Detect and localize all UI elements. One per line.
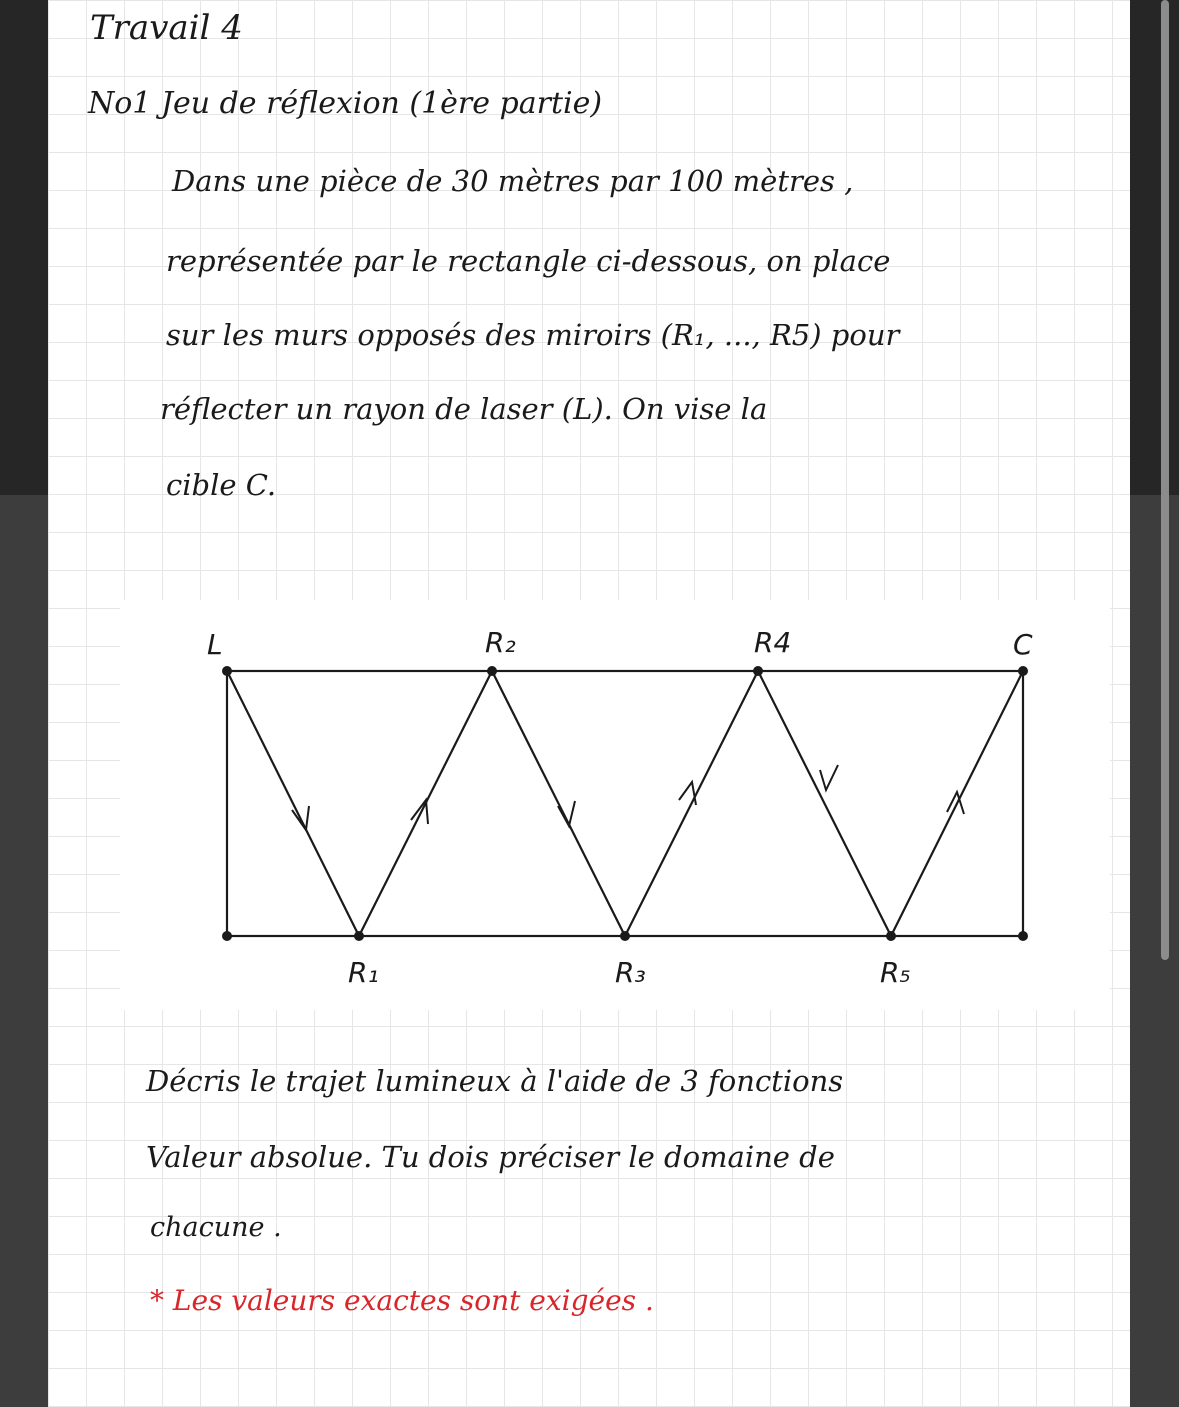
label-C: C — [1013, 628, 1033, 661]
intro-line-5: cible C. — [166, 468, 277, 502]
question-line-1: Décris le trajet lumineux à l'aide de 3 fonctions — [146, 1064, 844, 1098]
label-R5: R₅ — [880, 956, 911, 989]
intro-line-4: réflecter un rayon de laser (L). On vise la — [160, 392, 768, 426]
arrow-5 — [820, 765, 838, 790]
point-R2 — [487, 666, 497, 676]
point-corner-br — [1018, 931, 1028, 941]
label-R3: R₃ — [615, 956, 646, 989]
arrow-2 — [411, 800, 428, 824]
direction-arrows — [292, 765, 964, 830]
points — [222, 666, 1028, 941]
intro-line-2: représentée par le rectangle ci-dessous, on place — [166, 244, 891, 278]
exact-values-note: * Les valeurs exactes sont exigées . — [150, 1284, 654, 1317]
question-line-2: Valeur absolue. Tu dois préciser le domaine de — [146, 1140, 835, 1174]
point-R1 — [354, 931, 364, 941]
section-title: Jeu de réflexion (1ère partie) — [160, 86, 603, 121]
laser-path — [227, 671, 1023, 936]
point-C — [1018, 666, 1028, 676]
arrow-3 — [558, 801, 575, 826]
label-R2: R₂ — [485, 626, 516, 659]
point-R3 — [620, 931, 630, 941]
page-title: Travail 4 — [90, 8, 243, 48]
intro-line-1: Dans une pièce de 30 mètres par 100 mètres , — [172, 164, 854, 198]
point-L — [222, 666, 232, 676]
point-corner-bl — [222, 931, 232, 941]
question-line-3: chacune . — [150, 1212, 282, 1243]
label-R1: R₁ — [348, 956, 379, 989]
room-rectangle — [227, 671, 1023, 936]
point-R4 — [753, 666, 763, 676]
label-L: L — [207, 628, 223, 661]
point-R5 — [886, 931, 896, 941]
label-R4: R4 — [754, 626, 792, 659]
intro-line-3: sur les murs opposés des miroirs (R₁, ..., R5) pour — [166, 318, 900, 352]
section-number: No1 — [88, 86, 152, 121]
